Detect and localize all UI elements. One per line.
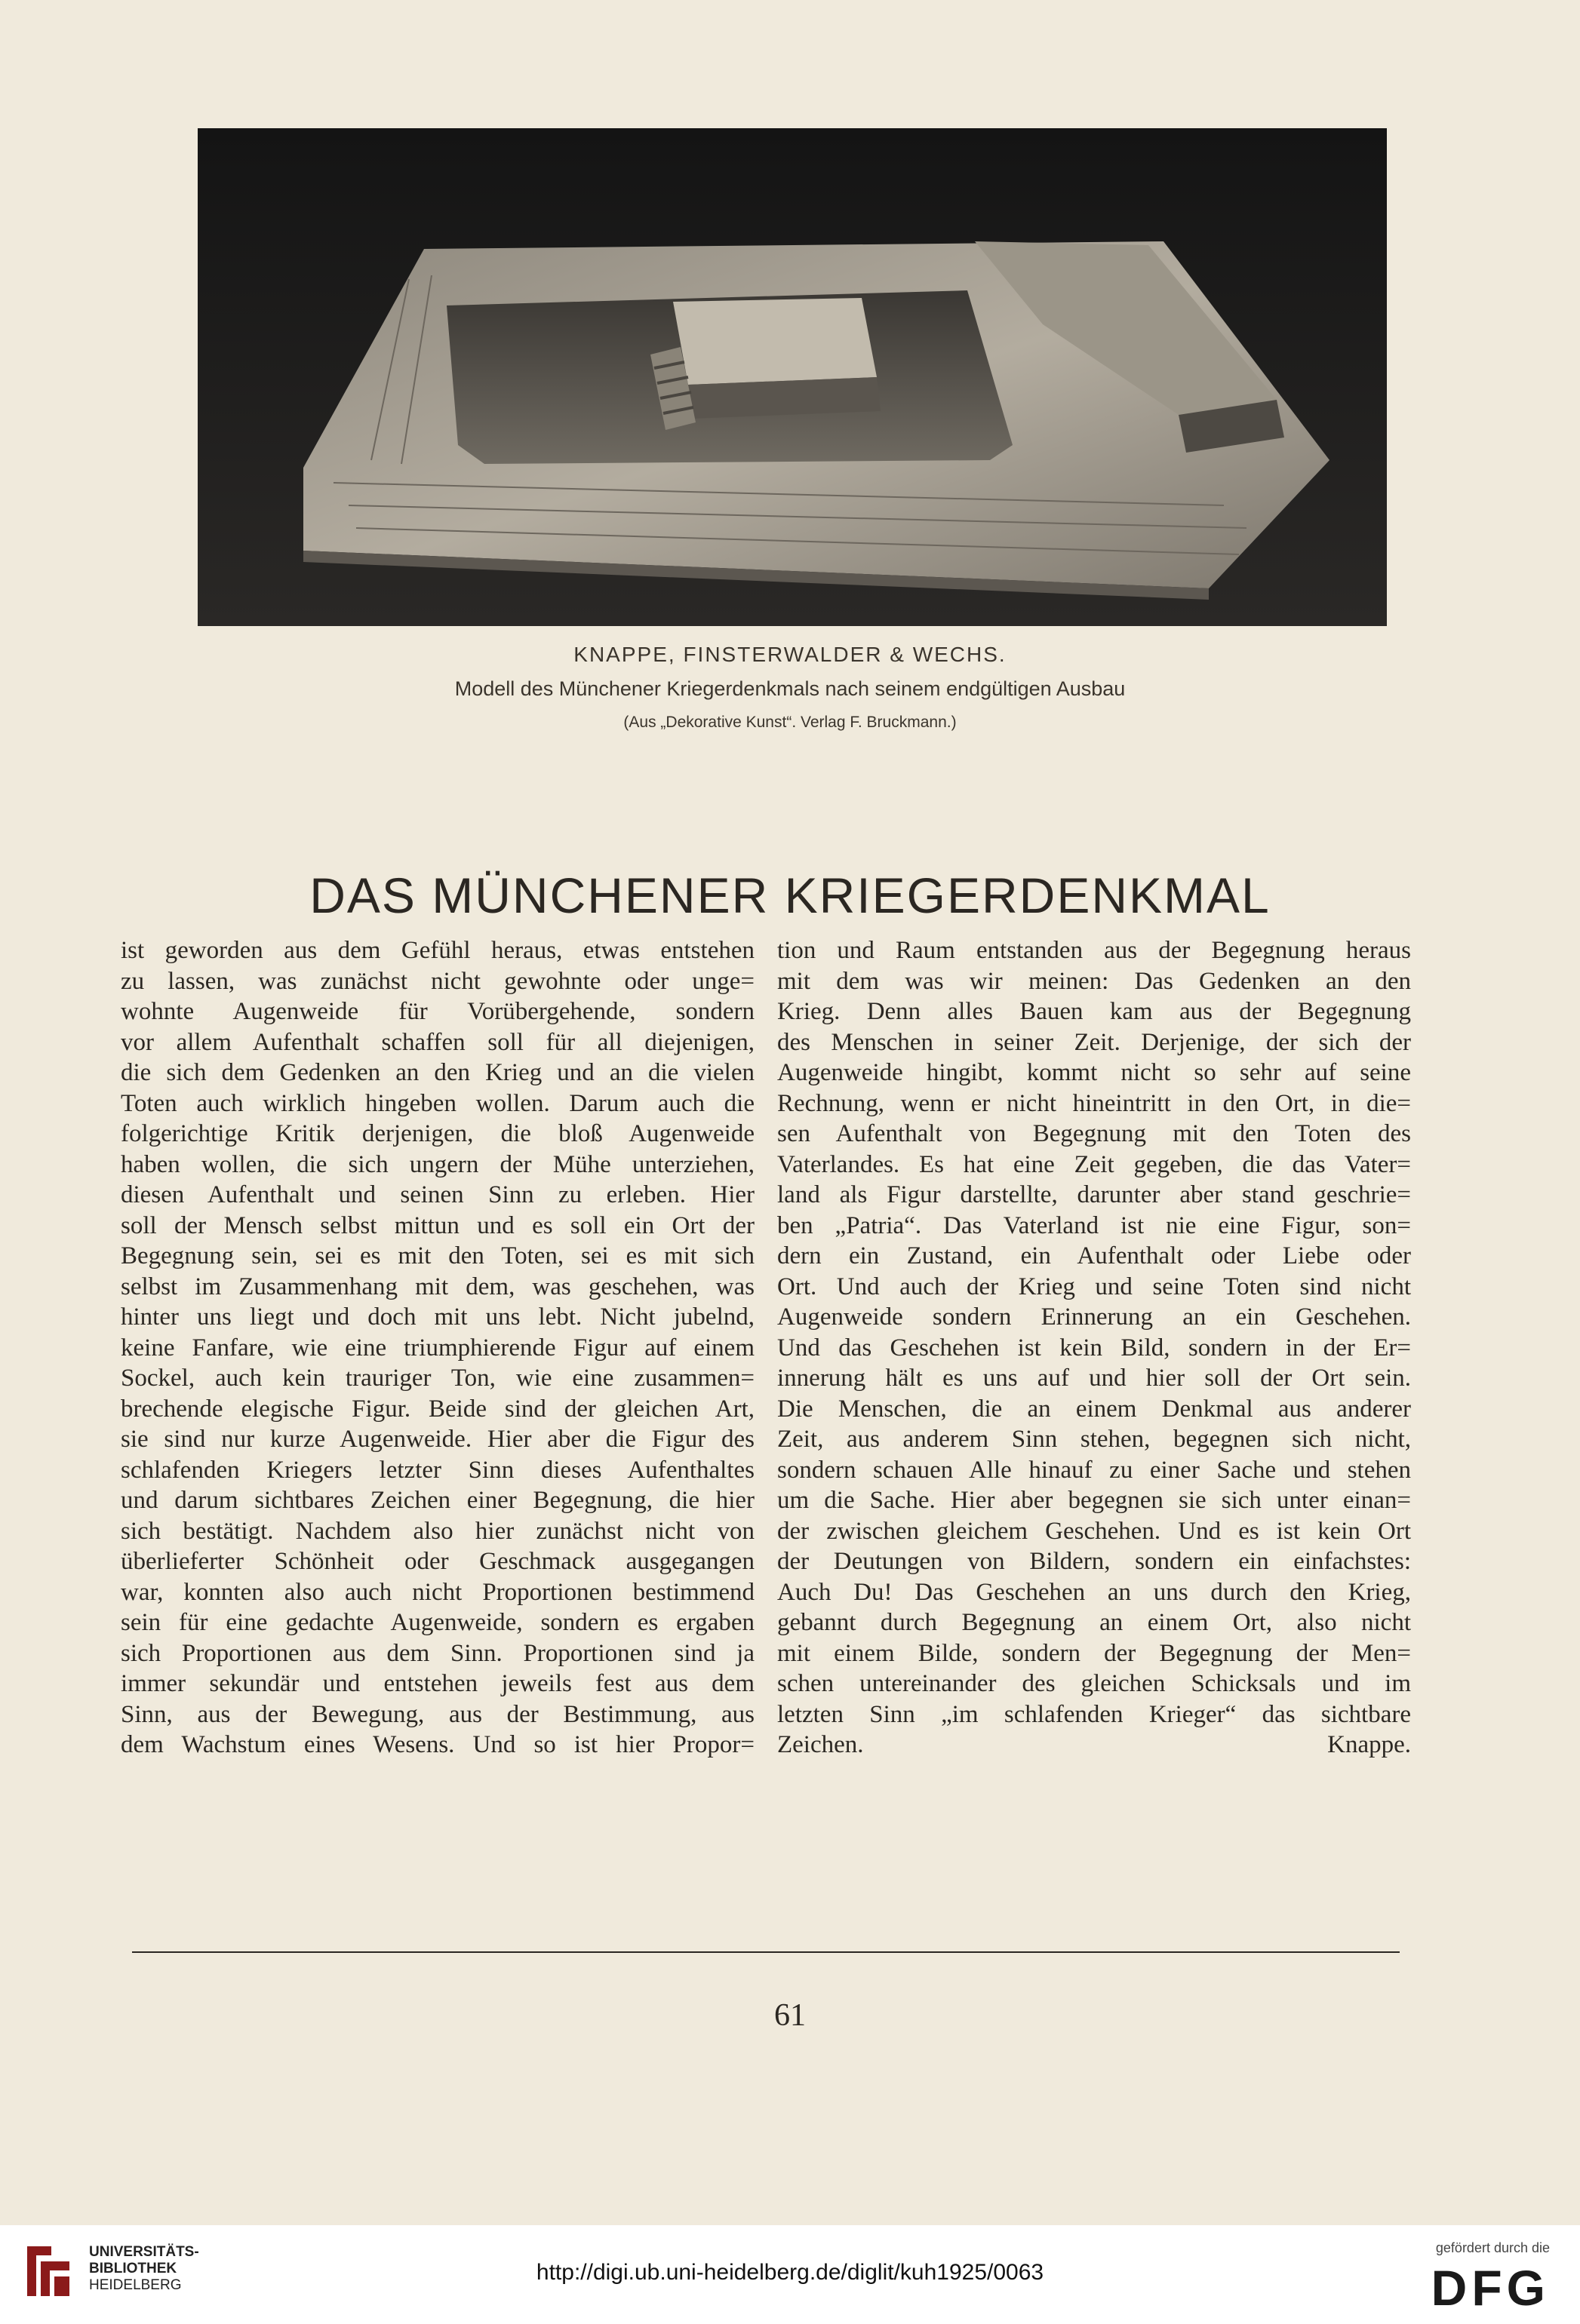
- text-line: haben wollen, die sich ungern der Mühe unterziehen,: [121, 1150, 755, 1178]
- text-line-final: [777, 1730, 1411, 1761]
- text-line: Zeit, aus anderem Sinn stehen, begegnen sich nicht,: [777, 1426, 1411, 1453]
- caption-title: Modell des Münchener Kriegerdenkmals nach seinem endgültigen Ausbau: [454, 677, 1126, 700]
- text-line: mit einem Bilde, sondern der Begegnung der Men=: [777, 1639, 1411, 1667]
- text-line: die sich dem Gedenken an den Krieg und an die vielen: [121, 1059, 755, 1086]
- text-line: gebannt durch Begegnung an einem Ort, also nicht: [777, 1609, 1411, 1636]
- text-line: ist geworden aus dem Gefühl heraus, etwas entstehen: [121, 937, 755, 964]
- text-final-word: Zeichen.: [777, 1731, 864, 1758]
- text-line: sie sind nur kurze Augenweide. Hier aber die Figur des: [121, 1426, 755, 1453]
- article-heading: DAS MÜNCHENER KRIEGERDENKMAL: [309, 867, 1271, 924]
- text-line: hinter uns liegt und doch mit uns lebt. Nicht jubelnd,: [121, 1303, 755, 1331]
- text-line: dern ein Zustand, ein Aufenthalt oder Liebe oder: [777, 1242, 1411, 1269]
- text-line: immer sekundär und entstehen jeweils fest aus dem: [121, 1670, 755, 1697]
- text-line: Augenweide hingibt, kommt nicht so sehr auf seine: [777, 1059, 1411, 1086]
- text-line: überlieferter Schönheit oder Geschmack ausgegangen: [121, 1548, 755, 1575]
- text-line: selbst im Zusammenhang mit dem, was geschehen, was: [121, 1273, 755, 1300]
- text-line: Ort. Und auch der Krieg und seine Toten sind nicht: [777, 1273, 1411, 1300]
- page-number: 61: [774, 1998, 806, 2033]
- text-line: brechende elegische Figur. Beide sind der gleichen Art,: [121, 1395, 755, 1423]
- library-name-line1: UNIVERSITÄTS-: [89, 2244, 199, 2260]
- text-line: sein für eine gedachte Augenweide, sondern es ergaben: [121, 1609, 755, 1636]
- text-line: soll der Mensch selbst mittun und es soll ein Ort der: [121, 1211, 755, 1239]
- library-name-line2: BIBLIOTHEK: [89, 2261, 177, 2276]
- text-line: Sockel, auch kein trauriger Ton, wie eine zusammen=: [121, 1365, 755, 1392]
- text-line: Und das Geschehen ist kein Bild, sondern in der Er=: [777, 1334, 1411, 1362]
- horizontal-rule: [132, 1951, 1400, 1953]
- text-line: war, konnten also auch nicht Proportionen bestimmend: [121, 1578, 755, 1606]
- text-line: vor allem Aufenthalt schaffen soll für all diejenigen,: [121, 1028, 755, 1056]
- source-url-link[interactable]: http://digi.ub.uni-heidelberg.de/diglit/kuh1925/0063: [536, 2260, 1044, 2285]
- text-line: um die Sache. Hier aber begegnen sie sich unter einan=: [777, 1487, 1411, 1514]
- text-line: Rechnung, wenn er nicht hineintritt in den Ort, in die=: [777, 1089, 1411, 1117]
- text-line: zu lassen, was zunächst nicht gewohnte oder unge=: [121, 967, 755, 995]
- text-column-right: [777, 935, 1411, 1761]
- caption-artists: KNAPPE, FINSTERWALDER & WECHS.: [573, 643, 1007, 666]
- text-line: der Deutungen von Bildern, sondern ein einfachstes:: [777, 1548, 1411, 1575]
- text-line: sondern schauen Alle hinauf zu einer Sache und stehen: [777, 1456, 1411, 1484]
- dfg-logo: DFG: [1431, 2260, 1550, 2316]
- text-line: keine Fanfare, wie eine triumphierende Figur auf einem: [121, 1334, 755, 1362]
- text-column-left: [121, 935, 755, 1761]
- text-line: sich bestätigt. Nachdem also hier zunächst nicht von: [121, 1517, 755, 1545]
- memorial-model-photo: [198, 128, 1387, 626]
- text-line: ben „Patria“. Das Vaterland ist nie eine Figur, son=: [777, 1211, 1411, 1239]
- text-line: Vaterlandes. Es hat eine Zeit gegeben, die das Vater=: [777, 1150, 1411, 1178]
- text-line: dem Wachstum eines Wesens. Und so ist hier Propor=: [121, 1731, 755, 1758]
- text-line: Auch Du! Das Geschehen an uns durch den Krieg,: [777, 1578, 1411, 1606]
- text-line: innerung hält es uns auf und hier soll der Ort sein.: [777, 1365, 1411, 1392]
- text-line: und darum sichtbares Zeichen einer Begegnung, die hier: [121, 1487, 755, 1514]
- text-line: Die Menschen, die an einem Denkmal aus anderer: [777, 1395, 1411, 1423]
- caption-source: (Aus „Dekorative Kunst“. Verlag F. Bruckmann.): [623, 714, 957, 731]
- text-line: sen Aufenthalt von Begegnung mit den Toten des: [777, 1120, 1411, 1147]
- funding-label: gefördert durch die: [1435, 2240, 1550, 2255]
- text-line: Krieg. Denn alles Bauen kam aus der Begegnung: [777, 998, 1411, 1025]
- text-line: sich Proportionen aus dem Sinn. Proportionen sind ja: [121, 1639, 755, 1667]
- text-line: der zwischen gleichem Geschehen. Und es ist kein Ort: [777, 1517, 1411, 1545]
- text-line: folgerichtige Kritik derjenigen, die bloß Augenweide: [121, 1120, 755, 1147]
- text-line: diesen Aufenthalt und seinen Sinn zu erleben. Hier: [121, 1181, 755, 1208]
- text-line: wohnte Augenweide für Vorübergehende, sondern: [121, 998, 755, 1025]
- library-name-line3: HEIDELBERG: [89, 2277, 182, 2293]
- text-line: Augenweide sondern Erinnerung an ein Geschehen.: [777, 1303, 1411, 1331]
- text-line: mit dem was wir meinen: Das Gedenken an den: [777, 967, 1411, 995]
- text-line: Begegnung sein, sei es mit den Toten, sei es mit sich: [121, 1242, 755, 1269]
- text-line: Toten auch wirklich hingeben wollen. Darum auch die: [121, 1089, 755, 1117]
- author-signature: Knappe.: [1327, 1731, 1411, 1758]
- text-line: schen untereinander des gleichen Schicksals und im: [777, 1670, 1411, 1697]
- text-line: land als Figur darstellte, darunter aber stand geschrie=: [777, 1181, 1411, 1208]
- text-line: des Menschen in seiner Zeit. Derjenige, der sich der: [777, 1028, 1411, 1056]
- text-line: Sinn, aus der Bewegung, aus der Bestimmung, aus: [121, 1700, 755, 1728]
- text-line: letzten Sinn „im schlafenden Krieger“ das sichtbare: [777, 1700, 1411, 1728]
- text-line: schlafenden Kriegers letzter Sinn dieses Aufenthaltes: [121, 1456, 755, 1484]
- text-line: tion und Raum entstanden aus der Begegnung heraus: [777, 937, 1411, 964]
